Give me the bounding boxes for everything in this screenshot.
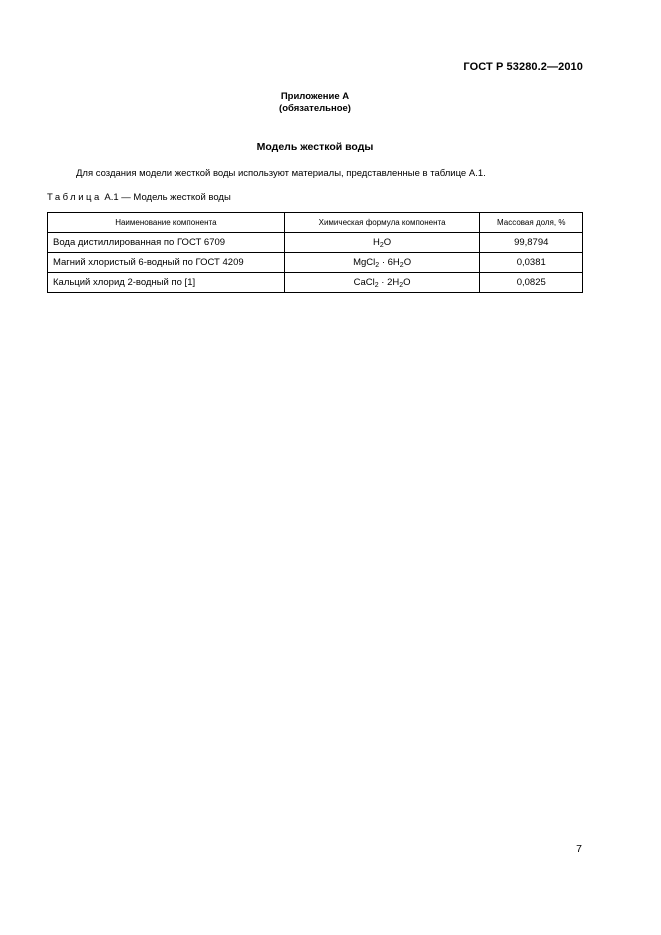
table-caption-text: А.1 — Модель жесткой воды	[101, 192, 231, 203]
component-name: Вода дистиллированная по ГОСТ 6709	[48, 233, 285, 253]
table-caption-prefix: Таблица	[47, 192, 102, 203]
page-number: 7	[576, 843, 582, 855]
table-caption	[47, 192, 231, 203]
component-formula: $H_2O$	[284, 233, 480, 253]
components-table	[47, 212, 583, 293]
table-row	[48, 273, 583, 293]
table-row	[48, 253, 583, 273]
component-name: Магний хлористый 6-водный по ГОСТ 4209	[48, 253, 285, 273]
document-code: ГОСТ Р 53280.2—2010	[463, 61, 583, 73]
component-mass-fraction: 0,0381	[480, 253, 583, 273]
component-formula: MgCl$_2$ · $6H_2O$	[284, 253, 480, 273]
table-row	[48, 233, 583, 253]
component-mass-fraction: 99,8794	[480, 233, 583, 253]
section-title: Модель жесткой воды	[256, 141, 374, 153]
column-header-formula: Химическая формула компонента	[284, 213, 480, 233]
appendix-status: (обязательное)	[279, 103, 351, 114]
table-header-row	[48, 213, 583, 233]
column-header-name: Наименование компонента	[48, 213, 285, 233]
appendix-title: Приложение А	[280, 91, 350, 102]
component-mass-fraction: 0,0825	[480, 273, 583, 293]
column-header-fraction: Массовая доля, %	[480, 213, 583, 233]
intro-paragraph: Для создания модели жесткой воды используют материалы, представленные в таблице А.1.	[76, 168, 486, 179]
component-formula: CaCl$_2$ · $2H_2O$	[284, 273, 480, 293]
component-name: Кальций хлорид 2-водный по [1]	[48, 273, 285, 293]
